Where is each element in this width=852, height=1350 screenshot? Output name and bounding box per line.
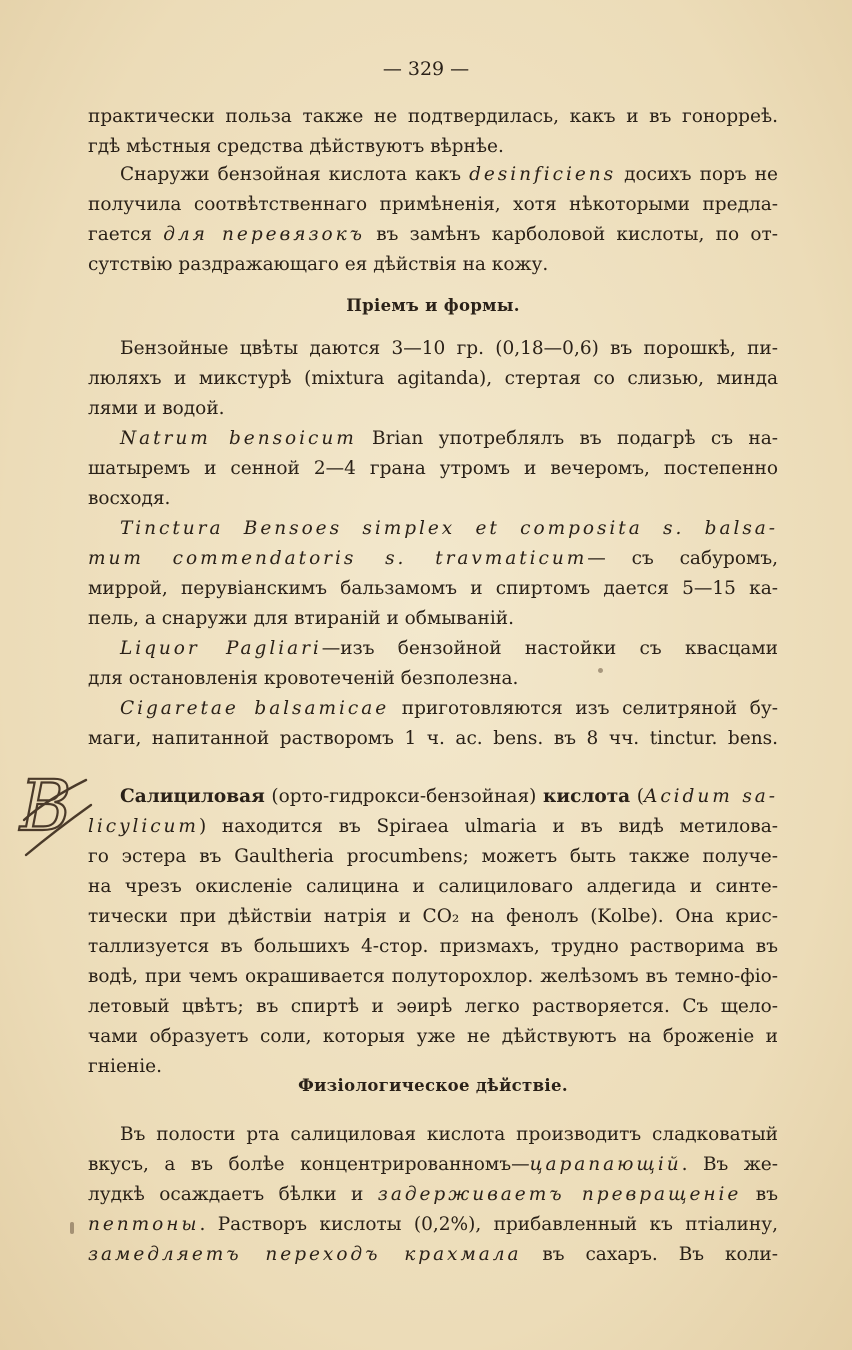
text-line (88, 160, 778, 190)
text-line (88, 932, 778, 962)
text-line (88, 132, 778, 162)
text-line (88, 664, 778, 694)
text-line (88, 1240, 778, 1270)
bold-term: Салициловая (120, 786, 265, 807)
text-line (88, 1052, 778, 1082)
text-segment: Въ полости рта салициловая кислота производитъ сладковатый (120, 1124, 778, 1145)
text-segment: летовый цвѣтъ; въ спиртѣ и эѳирѣ легко растворяется. Съ щело- (88, 996, 778, 1017)
text-segment: миррой, перувіанскимъ бальзамомъ и спиртомъ дается 5—15 ка- (88, 578, 778, 599)
text-segment: чами образуетъ соли, которыя уже не дѣйствуютъ на броженіе и (88, 1026, 778, 1047)
italic-term: задерживаетъ превращеніе (377, 1184, 742, 1205)
text-segment: Brian употреблялъ въ подагрѣ съ на- (356, 428, 778, 449)
text-line (88, 782, 778, 812)
text-line (88, 812, 778, 842)
text-segment: лудкѣ осаждаетъ бѣлки и (88, 1184, 378, 1205)
text-line (88, 220, 778, 250)
italic-term: Liquor Pagliari (120, 638, 322, 659)
text-line (88, 842, 778, 872)
text-segment: въ сахаръ. Въ коли- (521, 1244, 778, 1265)
text-segment: . Растворъ кислоты (0,2%), прибавленный къ птіалину, (199, 1214, 778, 1235)
text-line (88, 1022, 778, 1052)
text-segment: . Въ же- (681, 1154, 778, 1175)
text-segment: получила соотвѣтственнаго примѣненія, хотя нѣкоторыми предла- (88, 194, 778, 215)
italic-term: для перевязокъ (163, 224, 365, 245)
italic-term: Tinctura Bensoes simplex et composita s. balsa- (120, 518, 778, 539)
italic-term: царапающій (529, 1154, 682, 1175)
text-segment: Бензойные цвѣты даются 3—10 гр. (0,18—0,6) въ порошкѣ, пи- (120, 338, 778, 359)
text-segment: — съ сабуромъ, (587, 548, 779, 569)
text-line (88, 724, 778, 754)
text-line (88, 694, 778, 724)
text-segment: лями и водой. (88, 398, 225, 419)
text-segment: —изъ бензойной настойки съ квасцами (321, 638, 778, 659)
italic-term: Cigaretae balsamicae (120, 698, 390, 719)
ink-spot (70, 1222, 74, 1234)
text-line (88, 334, 778, 364)
text-segment: пель, а снаружи для втираній и обмываній. (88, 608, 514, 629)
text-line (88, 574, 778, 604)
text-segment: ) находится въ Spiraea ulmaria и въ видѣ метилова- (198, 816, 778, 837)
text-segment: тически при дѣйствіи натрія и CO₂ на фенолъ (Kolbe). Она крис- (88, 906, 778, 927)
text-segment: гается (88, 224, 164, 245)
text-line (88, 544, 778, 574)
text-line (88, 424, 778, 454)
text-segment: вкусъ, а въ болѣе концентрированномъ— (88, 1154, 530, 1175)
text-line (88, 992, 778, 1022)
handwritten-margin-mark (16, 760, 96, 870)
italic-term: licylicum (88, 816, 199, 837)
text-line (88, 190, 778, 220)
text-line (88, 454, 778, 484)
text-segment: на чрезъ окисленіе салицина и салициловаго алдегида и синте- (88, 876, 778, 897)
text-segment: сутствію раздражающаго ея дѣйствія на кожу. (88, 254, 549, 275)
text-line (88, 484, 778, 514)
body-text (88, 0, 778, 1350)
text-line (88, 250, 778, 280)
text-segment: ( (630, 786, 645, 807)
text-line (88, 394, 778, 424)
text-segment: въ (741, 1184, 778, 1205)
text-line (88, 604, 778, 634)
text-segment: въ замѣнъ карболовой кислоты, по от- (364, 224, 778, 245)
text-line (88, 514, 778, 544)
text-segment: для остановленія кровотеченій безполезна. (88, 668, 519, 689)
italic-term: пептоны (88, 1214, 200, 1235)
text-segment: люляхъ и микстурѣ (mixtura agitanda), стертая со слизью, минда (88, 368, 778, 389)
section-heading-forms: Пріемъ и формы. (346, 296, 520, 315)
text-segment: маги, напитанной растворомъ 1 ч. ac. bens. въ 8 чч. tinctur. bens. (88, 728, 778, 749)
italic-term: Acidum sa- (644, 786, 778, 807)
text-segment: таллизуется въ большихъ 4-стор. призмахъ, трудно растворима въ (88, 936, 778, 957)
text-line (88, 1150, 778, 1180)
text-segment: гдѣ мѣстныя средства дѣйствуютъ вѣрнѣе. (88, 136, 504, 157)
text-line (88, 902, 778, 932)
text-line (88, 872, 778, 902)
text-segment: восходя. (88, 488, 171, 509)
text-line (88, 634, 778, 664)
text-segment: шатыремъ и сенной 2—4 грана утромъ и вечеромъ, постепенно (88, 458, 778, 479)
ink-spot (598, 668, 603, 673)
italic-term: desinficiens (469, 164, 617, 185)
margin-mark-letter: B (20, 765, 72, 847)
text-line (88, 364, 778, 394)
text-segment: досихъ поръ не (616, 164, 778, 185)
text-segment: водѣ, при чемъ окрашивается полуторохлор. желѣзомъ въ темно-фіо- (88, 966, 778, 987)
text-line (88, 962, 778, 992)
text-line (88, 1120, 778, 1150)
text-segment: (орто-гидрокси-бензойная) (264, 786, 543, 807)
page-number: — 329 — (382, 58, 470, 80)
text-segment: приготовляются изъ селитряной бу- (389, 698, 779, 719)
text-line (88, 1180, 778, 1210)
section-heading-physiology: Физіологическое дѣйствіе. (298, 1076, 568, 1095)
italic-term: замедляетъ переходъ крахмала (88, 1244, 522, 1265)
italic-term: Natrum bensoicum (120, 428, 357, 449)
text-line (88, 1210, 778, 1240)
italic-term: mum commendatoris s. travmaticum (88, 548, 588, 569)
bold-term: кислота (542, 786, 631, 807)
text-segment: практически польза также не подтвердилась, какъ и въ гонорреѣ. (88, 106, 778, 127)
text-segment: гніеніе. (88, 1056, 162, 1077)
text-line (88, 102, 778, 132)
text-segment: Снаружи бензойная кислота какъ (120, 164, 470, 185)
text-segment: го эстера въ Gaultheria procumbens; можетъ быть также получе- (88, 846, 778, 867)
